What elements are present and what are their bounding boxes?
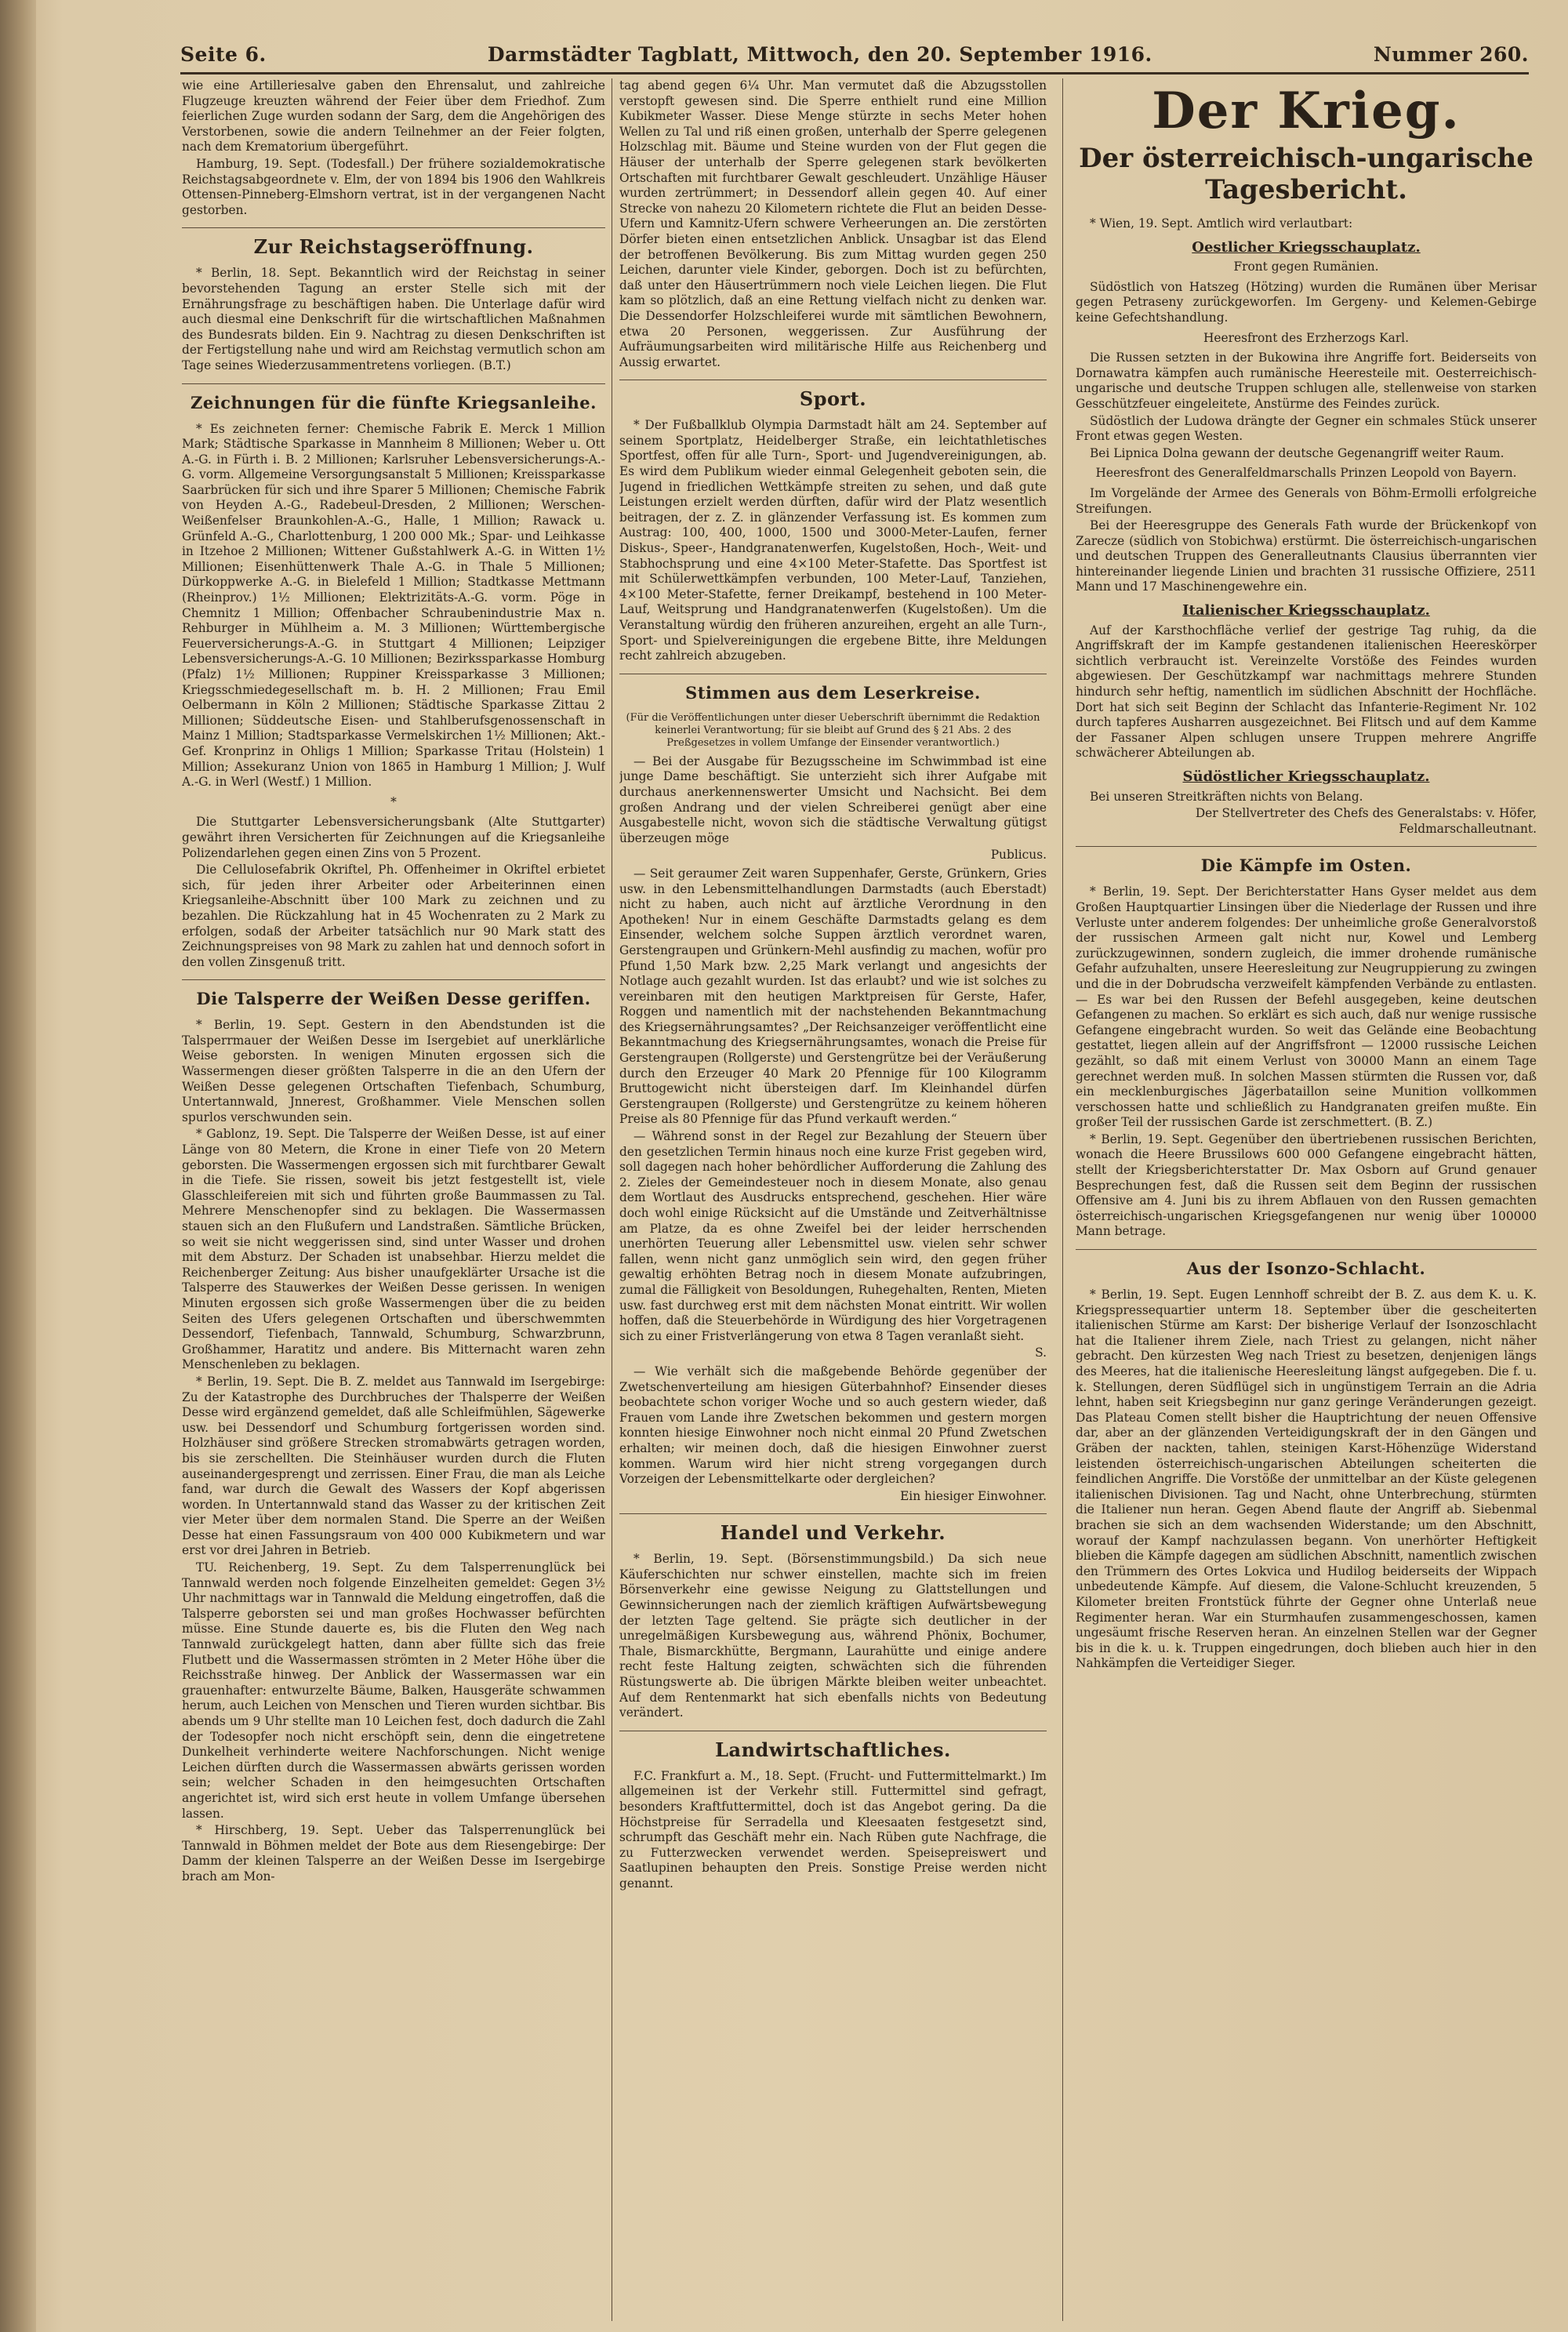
article-paragraph: * Berlin, 19. Sept. Der Berichterstatter Hans Gyser meldet aus dem Großen Hauptquartier Linsingen über die Niederlage der Russen und ihre Verluste unter anderem folgendes: Der unheimliche große Generalvorstoß der russischen Armeen galt nicht nur, Kowel und Lemberg zurückzugewinnen, sondern zugleich, die immer drohende rumänische Gefahr aufzuhalten, unsere Heeresleitung zur Neugruppierung zu zwingen und die in der Dobrudscha verzweifelt kämpfenden Verbände zu entlasten. — Es war bei den Russen der Befehl ausgegeben, keine deutschen Gefangenen zu machen. So erklärt es sich auch, daß nur wenige russische Gefangene eingebracht wurden. So weit das Gelände eine Beobachtung gestattet, liegen allein auf der Angriffsfront — 12000 russische Leichen gezählt, so daß mit einem Verlust von 30000 Mann an einem Tage gerechnet werden muß. In solchen Massen stürmten die Russen vor, daß ein mecklenburgisches Jägerbataillon seine Munition vollkommen verschossen hatte und schließlich zu Handgranaten greifen mußte. Ein großer Teil der russischen Garde ist zerschmettert. (B. Z.) <box>1076 884 1537 1130</box>
article-paragraph: Die Cellulosefabrik Okriftel, Ph. Offenheimer in Okriftel erbietet sich, für jeden ihrer Arbeiter oder Arbeiterinnen einen Kriegsanleihe-Abschnitt über 100 Mark zu zeichnen und zu bezahlen. Die Rückzahlung hat in 45 Wochenraten zu 2 Mark zu erfolgen, sodaß der Arbeiter tatsächlich nur 90 Mark statt des Zeichnungspreises von 98 Mark zu zahlen hat und dennoch sofort in den vollen Zinsgenuß tritt. <box>182 863 605 969</box>
issue-number: Nummer 260. <box>1373 42 1529 66</box>
column-divider <box>1062 78 1063 2321</box>
article-paragraph: Bei unseren Streitkräften nichts von Belang. <box>1090 789 1363 804</box>
article-paragraph: — Während sonst in der Regel zur Bezahlung der Steuern über den gesetzlichen Termin hinaus noch eine kurze Frist gegeben wird, soll dagegen nach hoher behördlicher Aufforderung die Zahlung des 2. Zieles der Gemeindesteuer noch in diesem Monate, also genau dem Wortlaut des Ausdrucks entsprechend, geschehen. Hier wäre doch wohl einige Rücksicht auf die Umstände und Zeitverhältnisse am Platze, da es ohne Zweifel bei der leider herrschenden unerhörten Teuerung aller Lebensmittel usw. vielen sehr schwer fallen, wenn nicht ganz unmöglich sein wird, den gegen früher gewaltig erhöhten Betrag noch in diesem Monate aufzubringen, zumal die Fälligkeit von Besoldungen, Ruhegehalten, Renten, Mieten usw. fast durchweg erst mit dem nächsten Monat eintritt. Wir wollen hoffen, daß die Steuerbehörde in Würdigung des hier Vorgetragenen sich zu einer Fristverlängerung von etwa 8 Tagen veranlaßt sieht. <box>619 1129 1047 1343</box>
section-heading: Oestlicher Kriegsschauplatz. <box>1192 238 1421 256</box>
signature: S. <box>1035 1346 1047 1360</box>
article-paragraph: wie eine Artilleriesalve gaben den Ehrensalut, und zahlreiche Flugzeuge kreuzten während der Feier über dem Friedhof. Zum feierlichen Zuge wurden sodann der Sarg, dem die Angehörigen des Verstorbenen, sowie die andern Teilnehmer an der Feier folgten, nach dem Krematorium übergeführt. <box>182 78 605 154</box>
article-paragraph: * Hirschberg, 19. Sept. Ueber das Talsperrenunglück bei Tannwald in Böhmen meldet der Bote aus dem Riesengebirge: Der Damm der kleinen Talsperre an der Weißen Desse im Isergebirge brach am Mon- <box>182 1823 605 1883</box>
page-number: Seite 6. <box>180 42 267 66</box>
main-title: Der Krieg. <box>1152 82 1461 140</box>
article-paragraph: — Seit geraumer Zeit waren Suppenhafer, Gerste, Grünkern, Gries usw. in den Lebensmittelhandlungen Darmstadts (auch Eberstadt) nicht zu haben, auch nicht auf ärztliche Verordnung in den Apotheken! Nur in einem Geschäfte Darmstadts gelang es dem Einsender, welchem solche Suppen ärztlich verordnet waren, Gerstengraupen und Grünkern-Mehl ausfindig zu machen, wofür pro Pfund 1,50 Mark bzw. 2,25 Mark verlangt und angesichts der Notlage auch gezahlt wurden. Ist das erlaubt? und wie ist solches zu vereinbaren mit den heutigen Marktpreisen für Gerste, Hafer, Roggen und namentlich mit der nachstehenden Bekanntmachung des Kriegsernährungsamtes? „Der Reichsanzeiger veröffentlicht eine Bekanntmachung des Kriegsernährungsamtes, wonach die Preise für Gerstengraupen (Rollgerste) und Gerstengrütze bei der Veräußerung durch den Erzeuger 40 Mark 20 Pfennige für 100 Kilogramm Bruttogewicht nicht übersteigen darf. Im Kleinhandel dürfen Gerstengraupen (Rollgerste) und Gerstengrütze zu keinem höheren Preise als 80 Pfennige für das Pfund verkauft werden.“ <box>619 866 1047 1127</box>
section-heading: Südöstlicher Kriegsschauplatz. <box>1182 768 1430 785</box>
column-2 <box>619 78 1047 2321</box>
article-paragraph: Auf der Karsthochfläche verlief der gestrige Tag ruhig, da die Angriffskraft der im Kampfe gestandenen italienischen Heereskörper sichtlich verbraucht ist. Vereinzelte Vorstöße des Feindes wurden abgewiesen. Der Geschützkampf war nachmittags mehrere Stunden hindurch sehr heftig, namentlich im südlichen Abschnitt der Hochfläche. Dort hat sich seit Beginn der Schlacht das Infanterie-Regiment Nr. 102 durch tapferes Ausharren ausgezeichnet. Bei Flitsch und auf dem Kamme der Fassaner Alpen schlugen unsere Truppen mehrere Angriffe schwächerer Abteilungen ab. <box>1076 623 1537 761</box>
article-paragraph: — Bei der Ausgabe für Bezugsscheine im Schwimmbad ist eine junge Dame beschäftigt. Sie unterzieht sich ihrer Aufgabe mit durchaus anerkennenswerter Umsicht und Nachsicht. Bei dem großen Andrang und der vielen Schreiberei genügt aber eine Ausgabestelle nicht, wovon sich die städtische Verwaltung gütigst überzeugen möge <box>619 754 1047 845</box>
headline: Sport. <box>619 380 1047 410</box>
column-1 <box>182 78 605 2321</box>
article-paragraph: * Berlin, 19. Sept. Gestern in den Abendstunden ist die Talsperrmauer der Weißen Desse im Isergebiet auf unerklärliche Weise geborsten. In wenigen Minuten ergossen sich die Wassermengen dieser größten Talsperre in die an den Ufern der Weißen Desse gelegenen Ortschaften Tiefenbach, Schumburg, Untertannwald, Jnnerest, Großhammer. Viele Menschen sollen spurlos verschwunden sein. <box>182 1018 605 1124</box>
article-paragraph: Die Stuttgarter Lebensversicherungsbank (Alte Stuttgarter) gewährt ihren Versicherten für Zeichnungen auf die Kriegsanleihe Polizendarlehen gegen einen Zins von 5 Prozent. <box>182 815 605 860</box>
headline: Die Talsperre der Weißen Desse geriffen. <box>182 979 605 1010</box>
article-paragraph: Bei Lipnica Dolna gewann der deutsche Gegenangriff weiter Raum. <box>1090 445 1504 460</box>
article-paragraph: * Berlin, 19. Sept. Gegenüber den übertriebenen russischen Berichten, wonach die Heere Brussilows 600 000 Gefangene eingebracht hätten, stellt der Kriegsberichterstatter Dr. Max Osborn auf Grund genauer Besprechungen fest, daß die Russen seit dem Beginn der russischen Offensive am 4. Juni bis zu ihrem Abflauen von den Russen gemachten österreichisch-ungarischen Kriegsgefangenen nur wenig über 100000 Mann betrage. <box>1076 1131 1537 1239</box>
headline: Zur Reichstagseröffnung. <box>182 227 605 258</box>
article-paragraph: Bei der Heeresgruppe des Generals Fath wurde der Brückenkopf von Zarecze (südlich von Stobichwa) erstürmt. Die österreichisch-ungarischen und deutschen Truppen des Generalleutnants Clausius überrannten vier hintereinander liegende Linien und brachten 31 russische Offiziere, 2511 Mann und 17 Maschinengewehre ein. <box>1076 518 1537 594</box>
article-paragraph: * Berlin, 18. Sept. Bekanntlich wird der Reichstag in seiner bevorstehenden Tagung an erster Stelle sich mit der Ernährungsfrage zu beschäftigen haben. Die Unterlage dafür wird auch diesmal eine Denkschrift für die wirtschaftlichen Maßnahmen des Bundesrats bilden. Ein 9. Nachtrag zu diesen Denkschriften ist der Fertigstellung nahe und wird am Reichstag vermutlich schon am Tage seines Wiederzusammentretens vorliegen. (B.T.) <box>182 266 605 372</box>
article-paragraph: tag abend gegen 6¼ Uhr. Man vermutet daß die Abzugsstollen verstopft gewesen sind. Die Sperre enthielt rund eine Million Kubikmeter Wasser. Diese Menge stürzte in sechs Meter hohen Wellen zu Tal und riß einen großen, unterhalb der Sperre gelegenen Holzschlag mit. Bäume und Steine wurden von der Flut gegen die Häuser der unterhalb der Sperre gelegenen stark bevölkerten Ortschaften mit furchtbarer Gewalt geschleudert. Unzählige Häuser wurden zertrümmert; in Dessendorf allein gegen 40. Auf einer Strecke von nahezu 20 Kilometern richtete die Flut an beiden Desse-Ufern und Kamnitz-Ufern schwere Verheerungen an. Die zerstörten Dörfer bieten einen entsetzlichen Anblick. Unsagbar ist das Elend der betroffenen Bevölkerung. Bis zum Mittag wurden gegen 250 Leichen, darunter viele Kinder, geborgen. Doch ist zu befürchten, daß unter den Häusertrümmern noch viele Leichen liegen. Die Flut kam so plötzlich, daß an eine Rettung vielfach nicht zu denken war. Die Dessendorfer Holzschleiferei wurde mit sämtlichen Bewohnern, etwa 20 Personen, weggerissen. Zur Ausführung der Aufräumungsarbeiten wird militärische Hilfe aus Reichenberg und Aussig erwartet. <box>619 78 1047 369</box>
subsection-heading: Front gegen Rumänien. <box>1233 260 1379 274</box>
signature: Der Stellvertreter des Chefs des Generalstabs: v. Höfer, Feldmarschalleutnant. <box>1195 806 1537 836</box>
subsection-heading: Heeresfront des Erzherzogs Karl. <box>1203 330 1409 345</box>
headline: Stimmen aus dem Leserkreise. <box>619 674 1047 704</box>
signature: Publicus. <box>990 848 1047 863</box>
newspaper-title-date: Darmstädter Tagblatt, Mittwoch, den 20. September 1916. <box>487 42 1152 66</box>
column-3 <box>1076 78 1537 2321</box>
section-heading: Italienischer Kriegsschauplatz. <box>1182 602 1430 619</box>
article-paragraph: * Gablonz, 19. Sept. Die Talsperre der Weißen Desse, ist auf einer Länge von 80 Metern, die Krone in einer Tiefe von 20 Metern geborsten. Die Wassermengen ergossen sich mit furchtbarer Gewalt in die Tiefe. Sie rissen, soweit bis jetzt festgestellt ist, viele Glasschleifereien mit sich und führten große Baummassen zu Tal. Mehrere Menschenopfer sind zu beklagen. Die Wassermassen stauen sich an den Flußufern und Landstraßen. Sämtliche Brücken, so weit sie nicht weggerissen sind, sind unter Wasser und drohen mit dem Absturz. Der Schaden ist unabsehbar. Hierzu meldet die Reichenberger Zeitung: Aus bisher unaufgeklärter Ursache ist die Talsperre des Stauwerkes der Weißen Desse gerissen. In wenigen Minuten ergossen sich große Wassermengen über die zu beiden Seiten des Ufers gelegenen Ortschaften und überschwemmten Dessendorf, Tiefenbach, Tannwald, Schumburg, Schwarzbrunn, Großhammer, Haratitz und andere. Bis Mitternacht waren zehn Menschenleben zu beklagen. <box>182 1127 605 1372</box>
headline: Handel und Verkehr. <box>619 1513 1047 1544</box>
article-paragraph: Im Vorgelände der Armee des Generals von Böhm-Ermolli erfolgreiche Streifungen. <box>1076 485 1537 516</box>
article-paragraph: TU. Reichenberg, 19. Sept. Zu dem Talsperrenunglück bei Tannwald werden noch folgende Einzelheiten gemeldet: Gegen 3½ Uhr nachmittags war in Tannwald die Meldung eingetroffen, daß die Talsperre geborsten sei und man großes Hochwasser befürchten müsse. Eine Stunde dauerte es, bis die Fluten den Weg nach Tannwald zurückgelegt hatten, dann aber füllte sich das freie Flutbett und die Wassermassen strömten in 2 Meter Höhe über die Reichsstraße hinweg. Der Anblick der Wassermassen war ein grauenhafter: entwurzelte Bäume, Balken, Hausgeräte schwammen herum, auch Leichen von Menschen und Tieren wurden sichtbar. Bis abends um 9 Uhr stellte man 10 Leichen fest, doch dadurch die Zahl der Todesopfer noch nicht erschöpft sein, denn die eingetretene Dunkelheit verhinderte weitere Nachforschungen. Nicht wenige Leichen dürften durch die Wassermassen abwärts gerissen worden sein; welcher Schaden in den heimgesuchten Ortschaften angerichtet ist, wird sich erst heute in vollem Umfange übersehen lassen. <box>182 1560 605 1821</box>
subsection-heading: Heeresfront des Generalfeldmarschalls Prinzen Leopold von Bayern. <box>1095 466 1517 481</box>
article-paragraph: * Der Fußballklub Olympia Darmstadt hält am 24. September auf seinem Sportplatz, Heidelberger Straße, ein leichtathletisches Sportfest, offen für alle Turn-, Sport- und Jugendvereinigungen, ab. Es wird dem Publikum wieder einmal Gelegenheit geboten sein, die Jugend in friedlichen Wettkämpfe streiten zu sehen, und daß gute Leistungen erzielt werden dürften, dafür wird der Platz wesentlich beitragen, der z. Z. in glänzender Verfassung ist. Es kommen zum Austrag: 100, 400, 1000, 1500 und 3000-Meter-Laufen, ferner Diskus-, Speer-, Handgranatenwerfen, Kugelstoßen, Hoch-, Weit- und Stabhochsprung und eine 4×100 Meter-Stafette. Das Sportfest ist mit Schülerwettkämpfen verbunden, 100 Meter-Lauf, Tanziehen, 4×100 Meter-Stafette, ferner Dreikampf, bestehend in 100 Meter-Lauf, Weitsprung und Handgranatenwerfen (Kugelstoßen). Um die Veranstaltung würdig den früheren anzureihen, ergeht an alle Turn-, Sport- und Spielvereinigungen die ergebene Bitte, ihre Meldungen recht zahlreich abzugeben. <box>619 418 1047 663</box>
page-header <box>180 41 1529 67</box>
article-paragraph: * Berlin, 19. Sept. Eugen Lennhoff schreibt der B. Z. aus dem K. u. K. Kriegspressequartier unterm 18. September über die gescheiterten italienischen Stürme am Karst: Der bisherige Verlauf der Isonzoschlacht hat die Italiener ihrem Ziele, nach Triest zu gelangen, nicht näher gebracht. Den kürzesten Weg nach Triest zu besetzen, denjenigen längs des Meeres, hat die italienische Heeresleitung längst aufgegeben. Die f. u. k. Stellungen, deren Südflügel sich in ungünstigem Terrain an die Adria lehnt, haben seit Kriegsbeginn nur ganz geringe Veränderungen gezeigt. Das Plateau Comen stellt bisher die Hauptrichtung der neuen Offensive dar, aber an der glänzenden Verteidigungskraft der in den Gängen und Gräben der nackten, tahlen, steinigen Karst-Höhenzüge Widerstand leistenden österreichisch-ungarischen Abteilungen scheiterten die feindlichen Angriffe. Die Vorstöße der unmittelbar an der Küste gelegenen italienischen Divisionen. Tag und Nacht, ohne Unterbrechung, stürmten die Italiener nun heran. Gegen Abend flaute der Angriff ab. Siebenmal brachen sie sich an dem wachsenden Widerstande; um den Abschnitt, worauf der Kampf nachzulassen begann. Von unerhörter Heftigkeit blieben die Kämpfe dagegen am südlichen Abschnitt, namentlich zwischen den Trümmern des Ortes Lokvica und Hudilog beiderseits der Wippach unbedeutende Kämpfe. Auf diesem, die Valone-Schlucht kreuzenden, 5 Kilometer breiten Frontstück führte der Gegner ohne Unterlaß neue Regimenter heran. War ein Sturmhaufen zusammengeschossen, kamen ungesäumt frische Reserven heran. An einzelnen Stellen war der Gegner bis in die k. u. k. Truppen eingedrungen, doch blieben auch hier in den Nahkämpfen die Verteidiger Sieger. <box>1076 1288 1537 1671</box>
headline: Landwirtschaftliches. <box>619 1731 1047 1761</box>
headline: Zeichnungen für die fünfte Kriegsanleihe. <box>182 383 605 414</box>
separator: * <box>390 794 397 809</box>
editorial-notice: (Für die Veröffentlichungen unter dieser Ueberschrift übernimmt die Redaktion keinerlei Verantwortung; für sie bleibt auf Grund des § 21 Abs. 2 des Preßgesetzes in vollem Umfange der Einsender verantwortlich.) <box>626 711 1040 749</box>
article-paragraph: Südöstlich von Hatszeg (Hötzing) wurden die Rumänen über Merisar gegen Petraseny zurückgeworfen. Im Gergeny- und Kelemen-Gebirge keine Gefechtshandlung. <box>1076 279 1537 325</box>
header-rule <box>180 72 1529 74</box>
headline: Aus der Isonzo-Schlacht. <box>1076 1249 1537 1280</box>
main-subtitle: Der österreichisch-ungarische Tagesbericht. <box>1079 143 1534 205</box>
page-binding <box>0 0 36 2332</box>
article-paragraph: Hamburg, 19. Sept. (Todesfall.) Der frühere sozialdemokratische Reichstagsabgeordnete v. Elm, der von 1894 bis 1906 den Wahlkreis Ottensen-Pinneberg-Elmshorn vertrat, ist in der vergangenen Nacht gestorben. <box>182 156 605 217</box>
signature: Ein hiesiger Einwohner. <box>900 1488 1047 1503</box>
article-paragraph: Südöstlich der Ludowa drängte der Gegner ein schmales Stück unserer Front etwas gegen Westen. <box>1076 413 1537 444</box>
article-paragraph: * Wien, 19. Sept. Amtlich wird verlautbart: <box>1090 216 1353 231</box>
article-paragraph: — Wie verhält sich die maßgebende Behörde gegenüber der Zwetschenverteilung am hiesigen Güterbahnhof? Einsender dieses beobachtete schon voriger Woche und so auch gestern wieder, daß Frauen vom Lande ihre Zwetschen bekommen und gestern morgen konnten hiesige Einwohner noch nicht einmal 20 Pfund Zwetschen erhalten; wir meinen doch, daß die hiesigen Einwohner zuerst kommen. Warum wird hier nicht streng vorgegangen durch Vorzeigen der Lebensmittelkarte oder dergleichen? <box>619 1364 1047 1487</box>
article-paragraph: Die Russen setzten in der Bukowina ihre Angriffe fort. Beiderseits von Dornawatra kämpfen auch rumänische Heeresteile mit. Oesterreichisch-ungarische und deutsche Truppen schlugen alle, stellenweise von starken Gesschützfeuer eingeleitete, Anstürme des Feindes zurück. <box>1076 351 1537 411</box>
article-paragraph: F.C. Frankfurt a. M., 18. Sept. (Frucht- und Futtermittelmarkt.) Im allgemeinen ist der Verkehr still. Futtermittel sind gefragt, besonders Kraftfuttermittel, doch ist das Angebot gering. Da die Höchstpreise für Serradella und Kleesaaten festgesetzt sind, schrumpft das Geschäft mehr ein. Nach Rüben gute Nachfrage, die zu Futterzwecken verwendet werden. Speisepreiswert und Saatlupinen behaupten den Preis. Sonstige Preise werden nicht genannt. <box>619 1768 1047 1891</box>
article-paragraph: * Berlin, 19. Sept. Die B. Z. meldet aus Tannwald im Isergebirge: Zu der Katastrophe des Durchbruches der Thalsperre der Weißen Desse wird ergänzend gemeldet, daß alle Schleifmühlen, Sägewerke usw. bei Dessendorf und Schumburg fortgerissen worden sind. Holzhäuser sind größere Strecken stromabwärts getragen worden, bis sie zerschellten. Die Steinhäuser wurden durch die Fluten auseinandergesprengt und zerrissen. Einer Frau, die man als Leiche fand, war durch die Gewalt des Wassers der Kopf abgerissen worden. In Untertannwald stand das Wasser zu der kritischen Zeit vier Meter über dem normalen Stand. Die Sperre an der Weißen Desse hat einen Fassungsraum von 400 000 Kubikmetern und war erst vor drei Jahren in Betrieb. <box>182 1374 605 1558</box>
article-paragraph: * Berlin, 19. Sept. (Börsenstimmungsbild.) Da sich neue Käuferschichten nur schwer einstellen, machte sich im freien Börsenverkehr eine gewisse Neigung zu Glattstellungen und Gewinnsicherungen nach der ziemlich kräftigen Aufwärtsbewegung der letzten Tage geltend. Sie prägte sich deutlicher in der unregelmäßigen Kursbewegung aus, während Phönix, Bochumer, Thale, Bismarckhütte, Bergmann, Laurahütte und einige andere recht feste Haltung zeigten, schwächten sich die führenden Rüstungswerte ab. Die übrigen Märkte bleiben weiter unbeachtet. Auf dem Rentenmarkt hat sich ebenfalls nichts von Bedeutung verändert. <box>619 1552 1047 1720</box>
headline: Die Kämpfe im Osten. <box>1076 846 1537 877</box>
article-paragraph: * Es zeichneten ferner: Chemische Fabrik E. Merck 1 Million Mark; Städtische Sparkasse in Mannheim 8 Millionen; Weber u. Ott A.-G. in Fürth i. B. 2 Millionen; Karlsruher Lebensversicherungs-A.-G. vorm. Allgemeine Versorgungsanstalt 5 Millionen; Kreissparkasse Saarbrücken für sich und ihre Sparer 5 Millionen; Chemische Fabrik von Heyden A.-G., Radebeul-Dresden, 2 Millionen; Werschen-Weißenfelser Braunkohlen-A.-G., Halle, 1 Million; Rawack u. Grünfeld A.-G., Charlottenburg, 1 200 000 Mk.; Spar- und Leihkasse in Itzehoe 2 Millionen; Wittener Gußstahlwerk A.-G. in Witten 1½ Millionen; Eisenhüttenwerk Thale A.-G. in Thale 5 Millionen; Dürkoppwerke A.-G. in Bielefeld 1 Million; Stadtkasse Mettmann (Rheinprov.) 1½ Millionen; Elektrizitäts-A.-G. vorm. Pöge in Chemnitz 1 Million; Offenbacher Schraubenindustrie Max n. Rehburger in Mühlheim a. M. 3 Millionen; Württembergische Feuerversicherungs-A.-G. in Stuttgart 4 Millionen; Leipziger Lebensversicherungs-A.-G. 10 Millionen; Bezirkssparkasse Homburg (Pfalz) 1½ Millionen; Ruppiner Kreissparkasse 3 Millionen; Kriegsschmiedegesellschaft m. b. H. 2 Millionen; Frau Emil Oelbermann in Köln 2 Millionen; Städtische Sparkasse Zittau 2 Millionen; Süddeutsche Eisen- und Stahlberufsgenossenschaft in Mainz 1 Million; Stadtsparkasse Vermelskirchen 1½ Millionen; Akt.-Gef. Kronprinz in Ohligs 1 Million; Sparkasse Tritau (Holstein) 1 Million; Assekuranz Union von 1865 in Hamburg 1 Million; J. Wulf A.-G. in Werl (Westf.) 1 Million. <box>182 421 605 790</box>
